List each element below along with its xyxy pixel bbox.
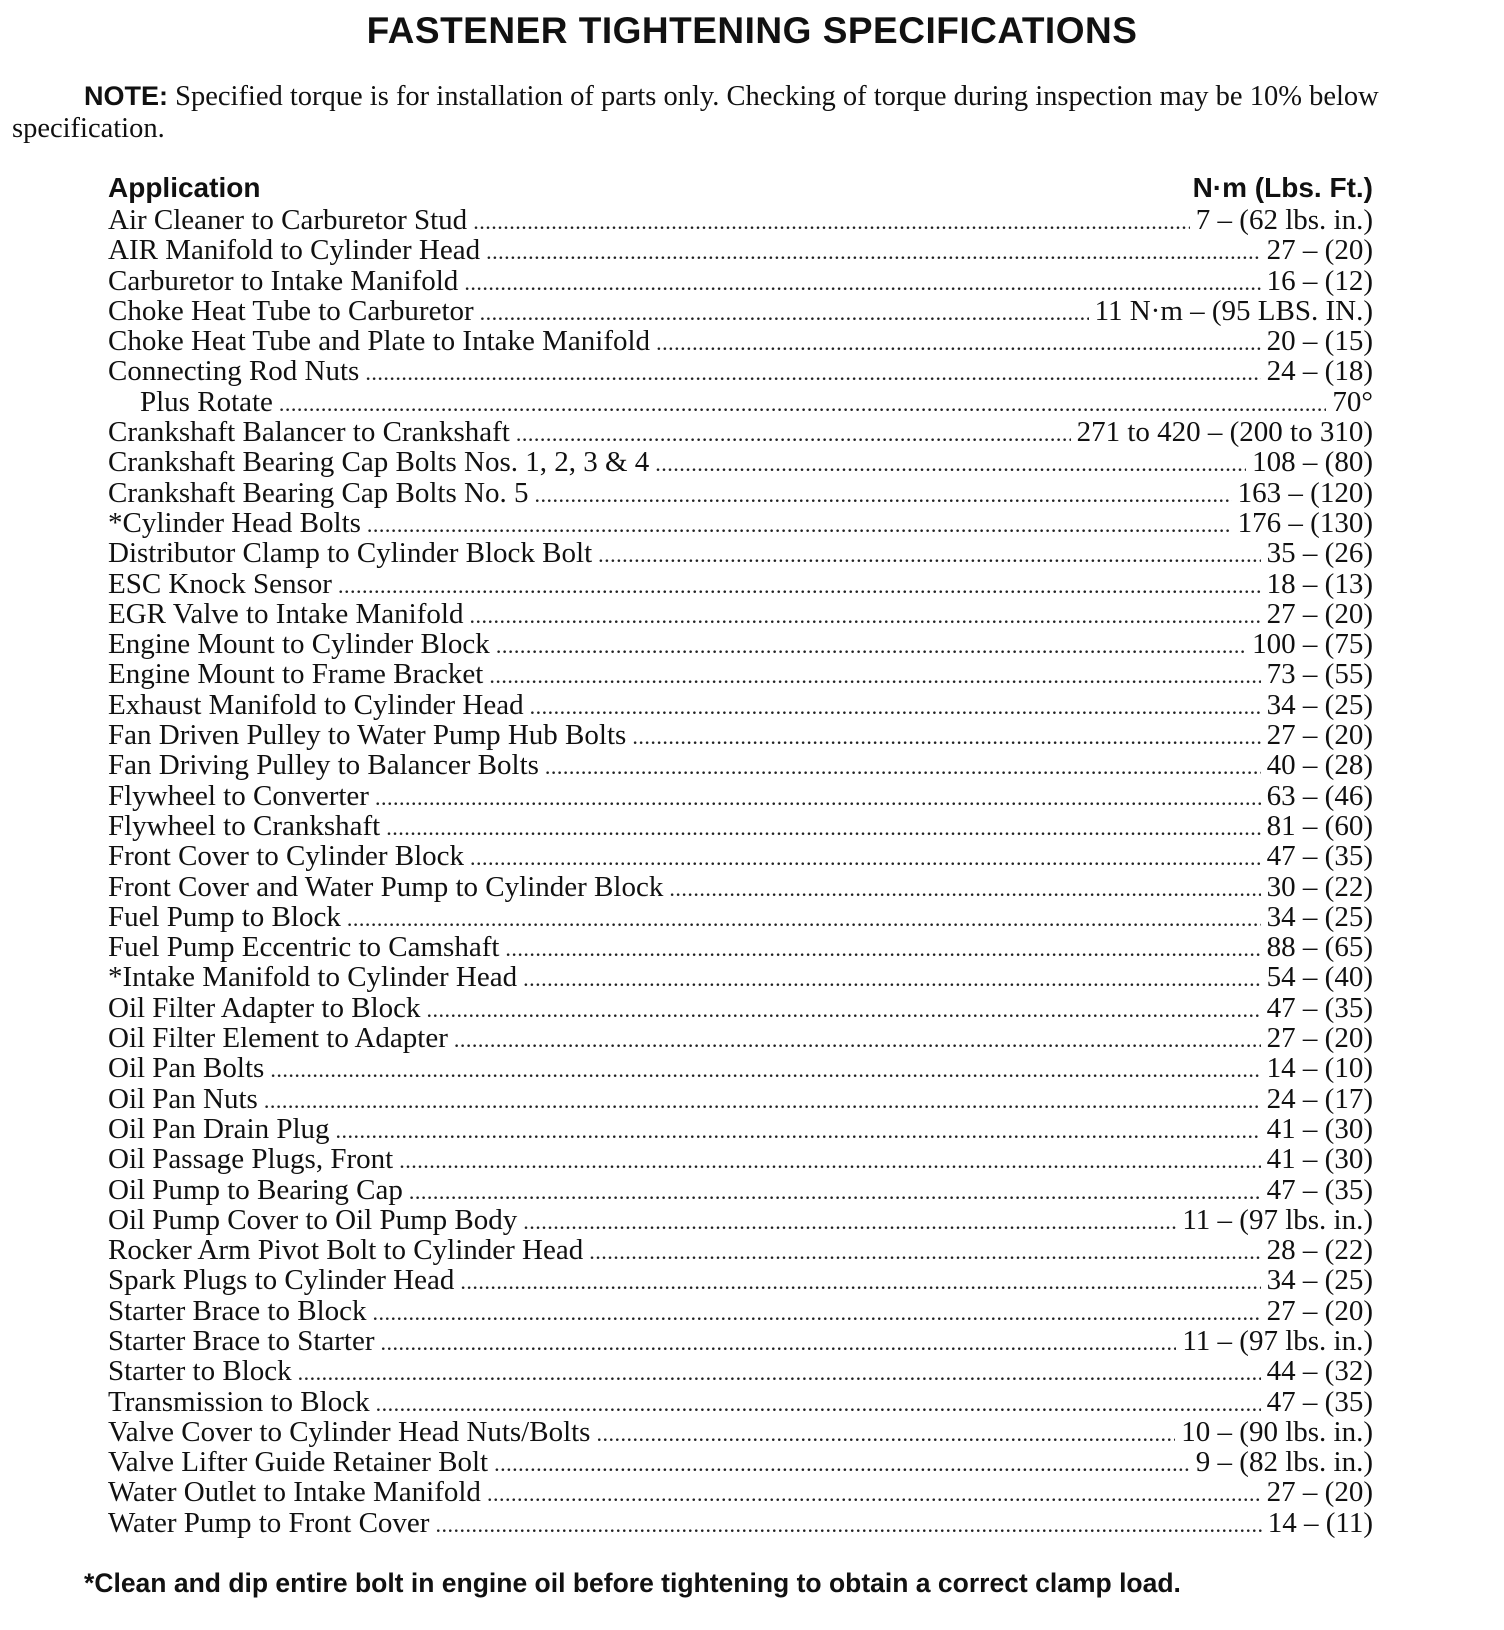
torque-value: 18 – (13) [1266,567,1373,600]
table-row [108,1446,1373,1479]
dot-leader [480,300,1089,326]
dot-leader [338,573,1261,599]
page-title: FASTENER TIGHTENING SPECIFICATIONS [366,10,1138,51]
application-label: *Cylinder Head Bolts [108,506,361,539]
dot-leader [487,1481,1261,1507]
dot-leader [270,1057,1260,1083]
dot-leader [376,1391,1261,1417]
application-label: Starter Brace to Block [108,1294,367,1327]
dot-leader [469,603,1260,629]
torque-value: 88 – (65) [1266,931,1373,964]
torque-value: 27 – (20) [1266,1022,1373,1055]
torque-value: 27 – (20) [1266,1476,1373,1509]
application-label: Spark Plugs to Cylinder Head [108,1264,455,1297]
table-row [108,295,1373,325]
torque-value: 24 – (18) [1266,355,1373,388]
torque-value: 73 – (55) [1266,658,1373,691]
torque-value: 44 – (32) [1266,1355,1373,1388]
torque-value: 163 – (120) [1237,476,1373,509]
application-label: Crankshaft Bearing Cap Bolts No. 5 [108,476,529,509]
table-row [108,658,1373,691]
dot-leader [516,421,1071,447]
table-row [108,568,1373,598]
table-row [108,1355,1373,1388]
table-row [108,477,1373,507]
torque-value: 27 – (20) [1266,234,1373,267]
table-row [108,628,1373,661]
torque-value: 40 – (28) [1266,749,1373,782]
dot-leader [473,209,1190,235]
application-label: Engine Mount to Frame Bracket [108,658,484,691]
table-row [108,931,1373,964]
torque-value: 27 – (20) [1266,1294,1373,1327]
torque-value: 14 – (10) [1266,1052,1373,1085]
torque-value: 34 – (25) [1266,1264,1373,1297]
application-label: ESC Knock Sensor [108,567,332,600]
dot-leader [545,754,1261,780]
dot-leader [381,1330,1177,1356]
application-label: Front Cover to Cylinder Block [108,840,465,873]
application-label: Fuel Pump Eccentric to Camshaft [108,931,500,964]
table-row [108,1476,1373,1509]
application-label: Choke Heat Tube to Carburetor [108,294,474,327]
dot-leader [435,1512,1261,1538]
dot-leader [505,936,1260,962]
dot-leader [460,1269,1260,1295]
table-row [108,234,1373,267]
application-label: Oil Pan Bolts [108,1052,265,1085]
dot-leader [470,845,1261,871]
table-row [108,840,1373,873]
torque-value: 10 – (90 lbs. in.) [1181,1415,1373,1448]
torque-value: 27 – (20) [1266,597,1373,630]
table-row [108,507,1373,537]
application-label: Starter to Block [108,1355,292,1388]
table-row [108,689,1373,719]
dot-leader [347,906,1261,932]
dot-leader [399,1148,1260,1174]
application-label: Oil Pump to Bearing Cap [108,1173,403,1206]
table-row [108,1386,1373,1416]
application-label: Transmission to Block [108,1385,370,1418]
torque-value: 63 – (46) [1266,779,1373,812]
table-row [108,204,1373,234]
application-label: Carburetor to Intake Manifold [108,264,459,297]
torque-value: 24 – (17) [1266,1082,1373,1115]
dot-leader [596,1421,1175,1447]
torque-value: 81 – (60) [1266,809,1373,842]
dot-leader [386,815,1260,841]
dot-leader [489,663,1260,689]
application-label: Crankshaft Balancer to Crankshaft [108,416,510,449]
table-rows [108,204,1373,1537]
table-row [108,871,1373,901]
dot-leader [523,966,1261,992]
dot-leader [530,694,1261,720]
table-row [108,1052,1373,1085]
dot-leader [298,1360,1261,1386]
torque-value: 34 – (25) [1266,688,1373,721]
application-label: Crankshaft Bearing Cap Bolts Nos. 1, 2, 3 & 4 [108,446,650,479]
note-paragraph [12,80,1492,145]
application-label: Oil Pump Cover to Oil Pump Body [108,1203,518,1236]
torque-value: 27 – (20) [1266,719,1373,752]
table-row [108,1204,1373,1234]
dot-leader [496,633,1246,659]
dot-leader [464,270,1260,296]
application-label: Distributor Clamp to Cylinder Block Bolt [108,537,593,570]
application-label: Connecting Rod Nuts [108,355,360,388]
application-label: Oil Passage Plugs, Front [108,1143,394,1176]
dot-leader [534,482,1231,508]
application-label: Oil Pan Nuts [108,1082,258,1115]
application-label: Water Outlet to Intake Manifold [108,1476,481,1509]
torque-value: 7 – (62 lbs. in.) [1195,204,1373,236]
application-label: Fan Driven Pulley to Water Pump Hub Bolts [108,719,627,752]
torque-value: 11 – (97 lbs. in.) [1182,1324,1373,1357]
table-row [108,1113,1373,1143]
table-row [108,537,1373,570]
application-label: Water Pump to Front Cover [108,1506,430,1539]
table-row [108,749,1373,782]
table-row [108,1022,1373,1055]
table-row [108,1083,1373,1113]
torque-value: 176 – (130) [1237,506,1373,539]
table-row [108,1174,1373,1204]
torque-value: 16 – (12) [1266,264,1373,297]
torque-value: 47 – (35) [1266,1173,1373,1206]
application-label: Flywheel to Crankshaft [108,809,381,842]
torque-value: 35 – (26) [1266,537,1373,570]
table-header [108,170,1373,204]
note-label: NOTE: [84,81,168,111]
table-row [108,780,1373,810]
application-label: Rocker Arm Pivot Bolt to Cylinder Head [108,1234,584,1267]
dot-leader [365,360,1260,386]
torque-value: 47 – (35) [1266,991,1373,1024]
dot-leader [494,1451,1190,1477]
application-label: Valve Cover to Cylinder Head Nuts/Bolts [108,1415,591,1448]
dot-leader [375,785,1261,811]
application-label: EGR Valve to Intake Manifold [108,597,464,630]
torque-value: 41 – (30) [1266,1143,1373,1176]
dot-leader [589,1239,1260,1265]
table-row [108,719,1373,752]
dot-leader [523,1209,1176,1235]
torque-value: 20 – (15) [1266,325,1373,358]
table-row [108,992,1373,1022]
table-row [108,265,1373,295]
application-label: AIR Manifold to Cylinder Head [108,234,481,267]
torque-value: 54 – (40) [1266,961,1373,994]
footnote: *Clean and dip entire bolt in engine oil before tightening to obtain a correct clamp load. [84,1568,1181,1598]
application-label: Air Cleaner to Carburetor Stud [108,204,468,236]
application-label: Fuel Pump to Block [108,900,341,933]
table-row [108,598,1373,628]
torque-table [108,170,1373,1537]
application-label: Valve Lifter Guide Retainer Bolt [108,1446,489,1479]
application-label: Flywheel to Converter [108,779,369,812]
table-row [108,1234,1373,1267]
dot-leader [367,512,1232,538]
dot-leader [279,391,1326,417]
dot-leader [598,542,1261,568]
note-text: Specified torque is for installation of parts only. Checking of torque during inspection may be 10% below specification. [12,81,1379,144]
dot-leader [486,239,1261,265]
table-row [108,325,1373,358]
torque-value: 108 – (80) [1252,446,1373,479]
torque-value: 14 – (11) [1267,1506,1373,1539]
table-row [108,901,1373,931]
application-label: Choke Heat Tube and Plate to Intake Manifold [108,325,651,358]
table-row [108,355,1373,388]
application-label: Oil Filter Element to Adapter [108,1022,448,1055]
application-label: Front Cover and Water Pump to Cylinder Block [108,870,664,903]
dot-leader [669,876,1260,902]
header-torque: N·m (Lbs. Ft.) [1192,172,1373,203]
application-label: Starter Brace to Starter [108,1324,375,1357]
torque-value: 41 – (30) [1266,1112,1373,1145]
torque-value: 100 – (75) [1252,628,1373,661]
table-row [108,810,1373,840]
table-row [108,1507,1373,1537]
torque-value: 271 to 420 – (200 to 310) [1076,416,1373,449]
application-label: Engine Mount to Cylinder Block [108,628,490,661]
table-row [108,1143,1373,1176]
table-row [108,961,1373,994]
table-row [108,386,1373,416]
application-label: Exhaust Manifold to Cylinder Head [108,688,524,721]
application-label: Oil Filter Adapter to Block [108,991,421,1024]
torque-value: 70° [1332,385,1373,418]
dot-leader [454,1027,1261,1053]
dot-leader [409,1179,1261,1205]
application-label: Fan Driving Pulley to Balancer Bolts [108,749,539,782]
torque-value: 47 – (35) [1266,1385,1373,1418]
dot-leader [336,1118,1261,1144]
torque-value: 30 – (22) [1266,870,1373,903]
table-row [108,1325,1373,1355]
torque-value: 34 – (25) [1266,900,1373,933]
torque-value: 11 – (97 lbs. in.) [1182,1203,1373,1236]
table-row [108,1295,1373,1325]
torque-value: 28 – (22) [1266,1234,1373,1267]
table-row [108,1264,1373,1297]
table-row [108,416,1373,449]
table-row [108,446,1373,479]
application-label: Plus Rotate [140,385,273,418]
torque-value: 47 – (35) [1266,840,1373,873]
dot-leader [373,1300,1261,1326]
torque-value: 9 – (82 lbs. in.) [1195,1446,1373,1479]
dot-leader [264,1088,1261,1114]
dot-leader [632,724,1260,750]
application-label: Oil Pan Drain Plug [108,1112,330,1145]
application-label: *Intake Manifold to Cylinder Head [108,961,518,994]
header-application: Application [108,172,261,203]
dot-leader [656,330,1261,356]
table-row [108,1416,1373,1446]
dot-leader [655,451,1246,477]
dot-leader [427,997,1261,1023]
torque-value: 11 N·m – (95 LBS. IN.) [1094,294,1373,327]
